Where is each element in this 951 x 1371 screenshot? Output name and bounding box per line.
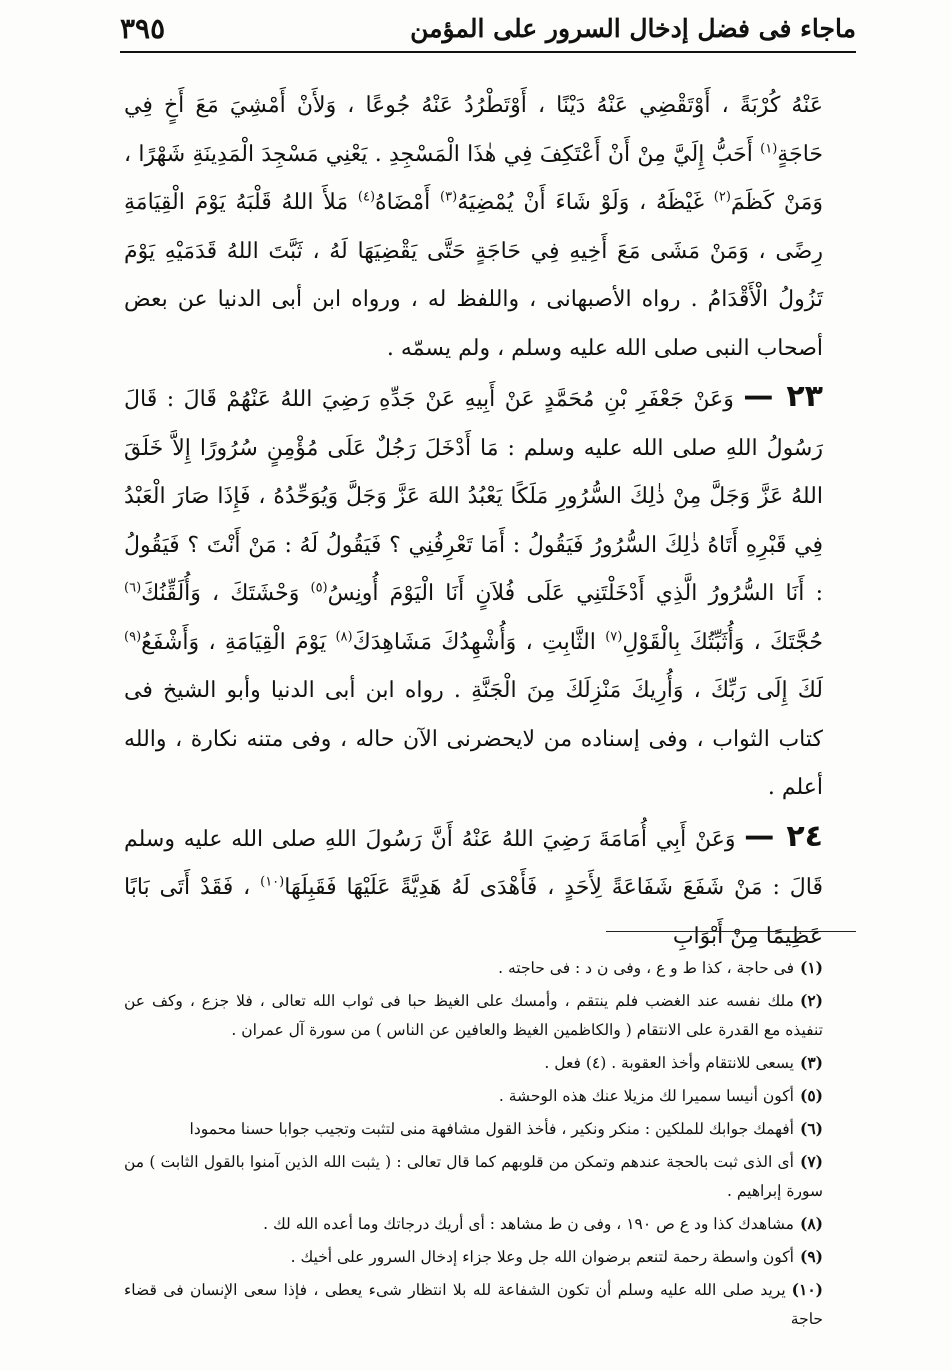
text-segment: عَنْهُ كُرْبَةً ، أَوْتَقْضِي عَنْهُ دَيْنًا ، أَوْتَطْرُدُ عَنْهُ جُوعًا ، وَلأَنْ أَمْشِيَ مَعَ أَخٍ فِي حَاجَةٍ [124,93,823,167]
footnote-ref-2[interactable]: (٢) [713,189,731,205]
footnote-ref-10[interactable]: (١٠) [260,874,285,890]
footnote-9 [124,1242,823,1272]
text-segment: الثَّابِتِ ، وَأُشْهِدُكَ مَشَاهِدَكَ [352,629,596,655]
footnote-6 [124,1114,823,1144]
footnote-number: (٧) [799,1152,823,1171]
footnote-ref-9[interactable]: (٩) [124,629,142,645]
text-segment: وَحْشَتَكَ ، وَأُلَقِّنُكَ [141,581,300,606]
running-title: ماجاء فى فضل إدخال السرور على المؤمن [410,13,856,43]
footnote-text: أى الذى ثبت بالحجة عندهم وتمكن من قلوبهم كما قال تعالى : ( يثبت الله الذين آمنوا بالقول الثابت ) من سورة إبراهيم . [124,1153,823,1200]
footnote-text: فى حاجة ، كذا ط و ع ، وفى ن د : فى حاجته . [498,959,794,977]
footnote-1 [124,953,823,983]
paragraph-hadith-22-continuation [124,82,823,373]
page-header [120,8,856,48]
footnote-number: (٦) [799,1119,823,1138]
footnote-number: (١) [799,958,823,977]
footnote-text: أكون أنيسا سميرا لك مزيلا عنك هذه الوحشة . [498,1087,794,1105]
footnote-number: (١٠) [791,1280,823,1299]
footnote-2 [124,986,823,1045]
footnote-ref-4[interactable]: (٤) [357,189,376,205]
paragraph-hadith-24 [124,813,823,962]
footnote-text: مشاهدك كذا ود ع ص ١٩٠ ، وفى ن ط مشاهد : أى أريك درجاتك وما أعده الله لك . [263,1215,794,1233]
footnote-ref-7[interactable]: (٧) [605,629,623,645]
footnote-text: يسعى للانتقام وأخذ العقوبة . (٤) فعل . [544,1054,794,1072]
footnote-ref-3[interactable]: (٣) [440,189,458,205]
header-rule [120,51,856,53]
page-number: ٣٩٥ [120,11,166,45]
text-segment: مَلأَ اللهُ قَلْبَهُ يَوْمَ الْقِيَامَةِ رِضًى ، وَمَنْ مَشَى مَعَ أَخِيهِ فِي حَاجَةٍ حَتَّى يَقْضِيَهَا لَهُ ، ثَبَّتَ اللهُ قَدَمَيْهِ يَوْمَ تَزُولُ الْأَقْدَامُ . رواه الأصبهانى ، واللفظ له ، ورواه ابن أبى الدنيا عن بعض أصحاب النبى صلى الله عليه وسلم ، ولم يسمّه . [124,190,823,361]
text-segment: أَمْضَاهُ [375,190,431,215]
footnote-ref-5[interactable]: (٥) [310,580,328,596]
hadith-number-23: ٢٣ — [743,379,823,414]
footnote-number: (٣) [799,1053,823,1072]
text-segment: يَوْمَ الْقِيَامَةِ ، وَأَشْفَعُ [141,629,327,655]
footnote-separator [606,931,856,932]
footnote-text: أكون واسطة رحمة لتنعم برضوان الله جل وعلا جزاء إدخال السرور على أخيك . [290,1248,794,1266]
footnote-text: ملك نفسه عند الغضب فلم ينتقم ، وأمسك على الغيظ حبا فى ثواب الله تعالى ، فلا جزع ، وكف عن تنفيذه مع القدرة على الانتقام ( والكاظمين الغيظ والعافين عن الناس ) من سورة آل عمران . [124,992,823,1039]
footnote-7 [124,1147,823,1206]
footnote-ref-6[interactable]: (٦) [124,580,142,596]
footnote-3 [124,1048,823,1078]
footnote-number: (٢) [799,991,823,1010]
text-segment: غَيْظَهُ ، وَلَوْ شَاءَ أَنْ يُمْضِيَهُ [457,190,704,215]
footnotes [124,953,823,1337]
footnote-10 [124,1275,823,1334]
footnote-ref-1[interactable]: (١) [760,141,778,157]
footnote-number: (٨) [799,1214,823,1233]
footnote-text: أفهمك جوابك للملكين : منكر ونكير ، فأخذ القول مشافهة منى لتثبت وتجيب جوابا حسنا محمودا [189,1120,794,1138]
footnote-text: يريد صلى الله عليه وسلم أن تكون الشفاعة لله بلا انتظار شىء يعطى ، فإذا سعى الإنسان فى قضاء حاجة [124,1281,823,1328]
text-segment: ، فَقَدْ أَتَى بَابًا عَظِيمًا مِنْ أَبْوَابِ [124,875,823,949]
text-segment: حُجَّتَكَ ، وَأُثَبِّتُكَ بِالْقَوْلِ [622,629,824,655]
main-text [124,82,823,961]
footnote-number: (٩) [799,1247,823,1266]
footnote-number: (٥) [799,1086,823,1105]
paragraph-hadith-23 [124,373,823,813]
text-segment: أَحَبُّ إِلَيَّ مِنْ أَنْ أَعْتَكِفَ فِي هٰذَا الْمَسْجِدِ . يَعْنِي مَسْجِدَ الْمَدِينَةِ شَهْرًا ، وَمَنْ كَظَمَ [124,141,823,215]
hadith-number-24: ٢٤ — [744,818,823,854]
footnote-8 [124,1209,823,1239]
text-segment: لَكَ إِلَى رَبِّكَ ، وَأُرِيكَ مَنْزِلَكَ مِنَ الْجَنَّةِ . رواه ابن أبى الدنيا وأبو الشيخ فى كتاب الثواب ، وفى إسناده من لايحضرنى الآن حاله ، وفى متنه نكارة ، والله أعلم . [124,678,823,800]
footnote-ref-8[interactable]: (٨) [335,629,353,645]
text-segment: وَعَنْ جَعْفَرِ بْنِ مُحَمَّدٍ عَنْ أَبِيهِ عَنْ جَدِّهِ رَضِيَ اللهُ عَنْهُمْ قَالَ : قَالَ رَسُولُ اللهِ صلى الله عليه وسلم : مَا أَدْخَلَ رَجُلٌ عَلَى مُؤْمِنٍ سُرُورًا إِلاَّ خَلَقَ اللهُ عَزَّ وَجَلَّ مِنْ ذٰلِكَ السُّرُورِ مَلَكًا يَعْبُدُ اللهَ عَزَّ وَجَلَّ وَيُوَحِّدُهُ ، فَإِذَا صَارَ الْعَبْدُ فِي قَبْرِهِ أَتَاهُ ذٰلِكَ السُّرُورُ فَيَقُولُ : أَمَا تَعْرِفُنِي ؟ فَيَقُولُ لَهُ : مَنْ أَنْتَ ؟ فَيَقُولُ : أَنَا السُّرُورُ الَّذِي أَدْخَلْتَنِي عَلَى فُلاَنٍ أَنَا الْيَوْمَ أُونِسُ [124,387,823,606]
text-segment: وَعَنْ أَبِي أُمَامَةَ رَضِيَ اللهُ عَنْهُ أَنَّ رَسُولَ اللهِ صلى الله عليه وسلم قَالَ : مَنْ شَفَعَ شَفَاعَةً لِأَحَدٍ ، فَأَهْدَى لَهُ هَدِيَّةً عَلَيْهَا فَقَبِلَهَا [124,826,823,900]
footnote-5 [124,1081,823,1111]
